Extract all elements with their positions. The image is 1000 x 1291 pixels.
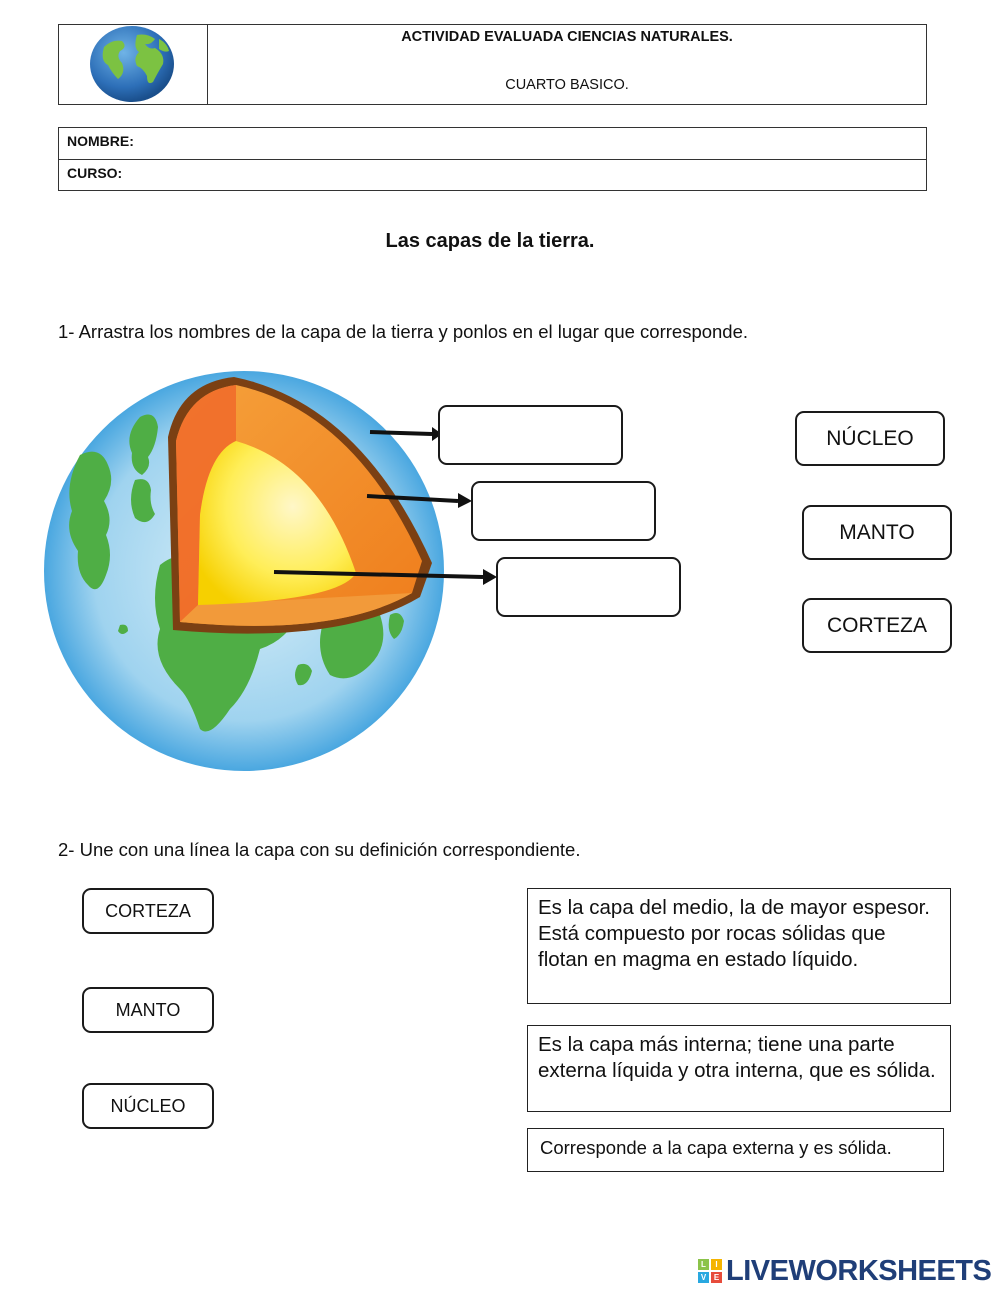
grade-label: CUARTO BASICO. [505, 77, 629, 93]
header-logo-cell [59, 25, 208, 104]
drop-zone-crust[interactable] [438, 405, 623, 465]
definition-crust[interactable]: Corresponde a la capa externa y es sólida. [527, 1128, 944, 1172]
definition-core[interactable]: Es la capa más interna; tiene una parte externa líquida y otra interna, que es sólida. [527, 1025, 951, 1112]
student-info-table [58, 127, 927, 191]
header-title-cell [208, 25, 926, 104]
name-label: NOMBRE: [67, 133, 134, 149]
question-2-prompt: 2- Une con una línea la capa con su definición correspondiente. [58, 839, 581, 860]
brand-name: LIVEWORKSHEETS [726, 1254, 992, 1287]
name-row[interactable] [59, 128, 926, 160]
course-label: CURSO: [67, 165, 123, 181]
term-manto[interactable]: MANTO [82, 987, 214, 1033]
liveworksheets-logo [698, 1256, 991, 1286]
term-nucleo[interactable]: NÚCLEO [82, 1083, 214, 1129]
definition-mantle[interactable]: Es la capa del medio, la de mayor espesor. Está compuesto por rocas sólidas que flotan en magma en estado líquido. [527, 888, 951, 1004]
question-1-prompt: 1- Arrastra los nombres de la capa de la tierra y ponlos en el lugar que corresponde. [58, 321, 749, 342]
page-title: Las capas de la tierra. [385, 230, 595, 252]
drop-zone-mantle[interactable] [471, 481, 656, 541]
drop-zone-core[interactable] [496, 557, 681, 617]
term-corteza[interactable]: CORTEZA [82, 888, 214, 934]
course-row[interactable] [59, 160, 926, 192]
draggable-label-manto[interactable]: MANTO [802, 505, 952, 560]
worksheet-title: ACTIVIDAD EVALUADA CIENCIAS NATURALES. [401, 29, 733, 45]
globe-icon [59, 25, 208, 104]
draggable-label-nucleo[interactable]: NÚCLEO [795, 411, 945, 466]
brand-blocks-icon: L I V E [698, 1259, 722, 1283]
header-table [58, 24, 927, 105]
draggable-label-corteza[interactable]: CORTEZA [802, 598, 952, 653]
